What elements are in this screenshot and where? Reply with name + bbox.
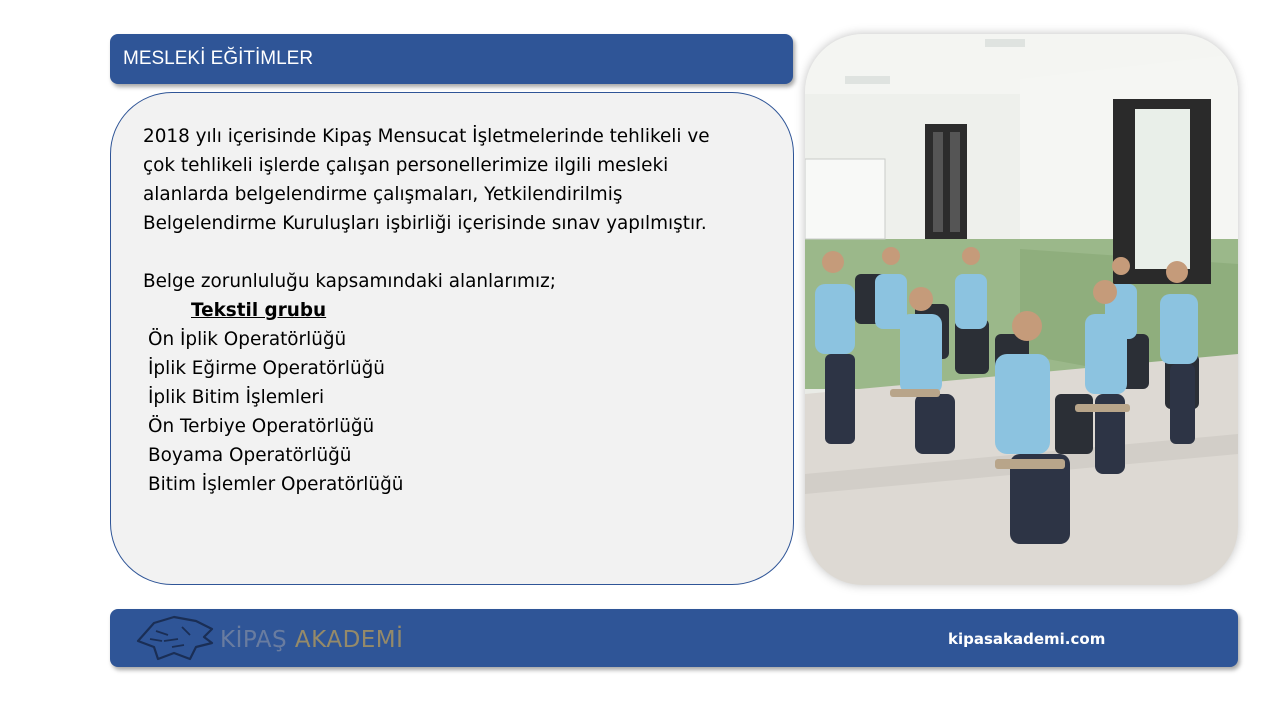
list-item: Boyama Operatörlüğü bbox=[148, 445, 352, 466]
lion-head-icon bbox=[134, 613, 216, 668]
classroom-photo bbox=[805, 34, 1238, 585]
section-title-bar bbox=[110, 34, 793, 84]
list-item: İplik Eğirme Operatörlüğü bbox=[148, 358, 385, 379]
section-title: MESLEKİ EĞİTİMLER bbox=[123, 48, 314, 69]
intro-line: Belgelendirme Kuruluşları işbirliği içerisinde sınav yapılmıştır. bbox=[143, 213, 707, 234]
logo-text bbox=[220, 627, 403, 653]
intro-line: 2018 yılı içerisinde Kipaş Mensucat İşletmelerinde tehlikeli ve bbox=[143, 126, 710, 147]
list-item: İplik Bitim İşlemleri bbox=[148, 387, 325, 408]
logo[interactable] bbox=[134, 615, 403, 665]
list-item: Ön Terbiye Operatörlüğü bbox=[148, 416, 375, 437]
list-item: Bitim İşlemler Operatörlüğü bbox=[148, 474, 404, 495]
intro-line: alanlarda belgelendirme çalışmaları, Yetkilendirilmiş bbox=[143, 184, 623, 205]
intro-line: çok tehlikeli işlerde çalışan personellerimize ilgili mesleki bbox=[143, 155, 669, 176]
website-link[interactable]: kipasakademi.com bbox=[948, 630, 1106, 648]
logo-word-1: KİPAŞ bbox=[220, 627, 288, 653]
scope-label: Belge zorunluluğu kapsamındaki alanlarımız; bbox=[143, 271, 556, 292]
content-text bbox=[143, 122, 763, 499]
logo-word-2: AKADEMİ bbox=[294, 627, 404, 653]
list-item: Ön İplik Operatörlüğü bbox=[148, 329, 347, 350]
group-title: Tekstil grubu bbox=[191, 300, 327, 321]
